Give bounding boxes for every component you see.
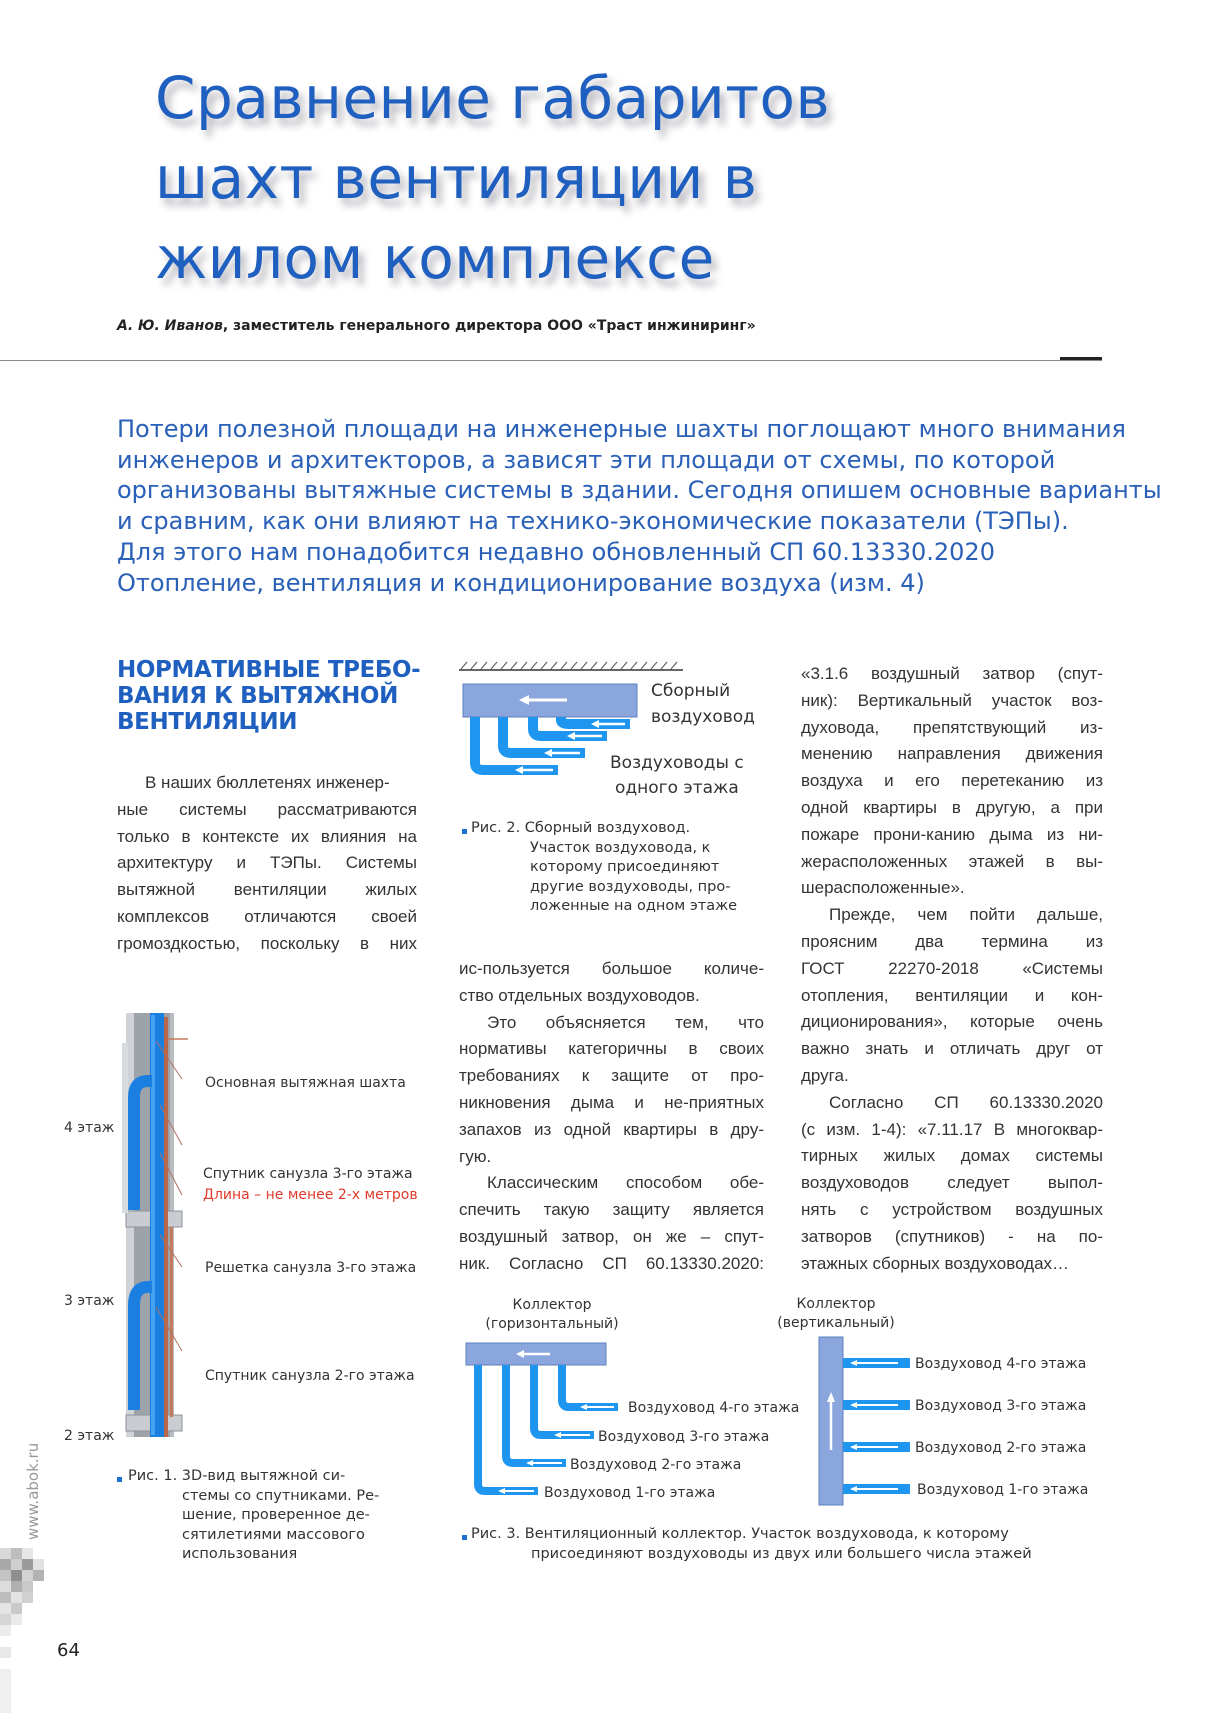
label-satellite-2: Спутник санузла 2-го этажа bbox=[205, 1368, 415, 1384]
left-collector-title-1: Коллектор bbox=[512, 1297, 592, 1313]
floor-label-4: 4 этаж bbox=[64, 1120, 115, 1136]
fig1-caption-bullet bbox=[117, 1477, 122, 1482]
left-duct-label-2: Воздуховод 2-го этажа bbox=[570, 1457, 742, 1473]
figure-2-caption: Рис. 2. Сборный воздуховод. Участок воздуховода, к которому присоединяют другие воздуховоды, про- ложенные на одном этаже bbox=[471, 820, 738, 915]
lead-paragraph: Потери полезной площади на инженерные шахты поглощают много внимания инженеров и архитекторов, а зависят эти площади от схемы, по которой организованы вытяжные системы в здании. Сегодня опишем основные варианты и сравним, как они влияют на технико-экономические показатели (ТЭПы). Для этого нам понадобится недавно обновленный СП 60.13330.2020 Отопление, вентиляция и кондиционирование воздуха (изм. 4) bbox=[117, 415, 1162, 597]
figure-3-diagram bbox=[458, 1290, 1098, 1515]
site-url: www.abok.ru bbox=[24, 1442, 42, 1540]
right-duct-label-2: Воздуховод 2-го этажа bbox=[915, 1440, 1087, 1456]
floor-label-2: 2 этаж bbox=[64, 1428, 115, 1444]
fig2-caption-bullet bbox=[462, 829, 467, 834]
header-divider bbox=[0, 360, 1102, 361]
right-duct-label-4: Воздуховод 4-го этажа bbox=[915, 1356, 1087, 1372]
fig3-caption-bullet bbox=[462, 1535, 467, 1540]
figure-1-caption: Рис. 1. 3D-вид вытяжной си- стемы со спутниками. Ре- шение, проверенное де- сятилетиями массового использования bbox=[128, 1468, 380, 1563]
right-duct-label-1: Воздуховод 1-го этажа bbox=[917, 1482, 1089, 1498]
label-min-length: Длина – не менее 2-х метров bbox=[203, 1187, 418, 1203]
article-title: Сравнение габаритов шахт вентиляции в жилом комплексе bbox=[155, 64, 831, 292]
floor-label-3: 3 этаж bbox=[64, 1293, 115, 1309]
fig2-label-ducts-1: Воздуховоды с bbox=[610, 753, 744, 773]
author-name: А. Ю. Иванов bbox=[117, 318, 223, 334]
left-duct-label-1: Воздуховод 1-го этажа bbox=[544, 1485, 716, 1501]
left-duct-label-4: Воздуховод 4-го этажа bbox=[628, 1400, 800, 1416]
right-collector-title-1: Коллектор bbox=[796, 1296, 876, 1312]
right-collector-title-2: (вертикальный) bbox=[777, 1315, 895, 1331]
right-duct-label-3: Воздуховод 3-го этажа bbox=[915, 1398, 1087, 1414]
page-number: 64 bbox=[57, 1640, 80, 1661]
label-grille-3: Решетка санузла 3-го этажа bbox=[205, 1260, 417, 1276]
figure-3-caption: Рис. 3. Вентиляционный коллектор. Участок воздуховода, к которому присоединяют воздуховоды из двух или большего числа этажей bbox=[471, 1526, 1032, 1562]
left-duct-label-3: Воздуховод 3-го этажа bbox=[598, 1429, 770, 1445]
label-main-shaft: Основная вытяжная шахта bbox=[205, 1075, 406, 1091]
figure-2-diagram bbox=[455, 660, 775, 800]
fig2-label-collector-2: воздуховод bbox=[651, 707, 755, 727]
fig2-label-ducts-2: одного этажа bbox=[615, 778, 739, 798]
divider-accent bbox=[1060, 357, 1102, 360]
right-floor-ducts bbox=[843, 1363, 910, 1489]
column-3-text: «3.1.6 воздушный затвор (спут- ник): Вертикальный участок воз- духовода, препятствующий из- менению направления движения воздуха и его перетеканию из одной квартиры в другую, а при пожаре прони-канию дыма из ни- жерасположенных этажей в вы- шерасположенные». Прежде, чем пойти дальше, проясним два термина из ГОСТ 22270-2018 «Системы отопления, вентиляции и кон- диционирования», которые очень важно знать и отличать друг от друга. Согласно СП 60.13330.2020 (с изм. 1-4): «7.11.17 В многоквар- тирных жилых домах системы воздуховодов следует выпол- нять с устройством воздушных затворов (спутников) - на по- этажных сборных воздуховодах… bbox=[801, 664, 1103, 1273]
author-line bbox=[117, 318, 756, 334]
section-heading: НОРМАТИВНЫЕ ТРЕБО- ВАНИЯ К ВЫТЯЖНОЙ ВЕНТИЛЯЦИИ bbox=[117, 657, 421, 735]
left-collector-title-2: (горизонтальный) bbox=[485, 1316, 619, 1332]
column-1-text: В наших бюллетенях инженер- ные системы рассматриваются только в контексте их влияния на архитектуру и ТЭПы. Системы вытяжной вентиляции жилых комплексов отличаются своей громоздкостью, поскольку в них bbox=[117, 773, 417, 953]
ceiling-hatch bbox=[461, 662, 677, 669]
column-2-text: ис-пользуется большое количе- ство отдельных воздуховодов. Это объясняется тем, что нормативы категоричны в своих требованиях к защите от про- никновения дыма и не-приятных запахов из одной квартиры в дру- гую. Классическим способом обе- спечить такую защиту является воздушный затвор, он же – спут- ник. Согласно СП 60.13330.2020: bbox=[459, 959, 764, 1273]
figure-1-diagram bbox=[60, 1005, 440, 1445]
label-satellite-3: Спутник санузла 3-го этажа bbox=[203, 1166, 413, 1182]
fig2-label-collector-1: Сборный bbox=[651, 681, 731, 701]
author-position: , заместитель генерального директора ООО «Траст инжиниринг» bbox=[222, 318, 756, 334]
pixel-gradient-decoration bbox=[0, 1548, 44, 1713]
